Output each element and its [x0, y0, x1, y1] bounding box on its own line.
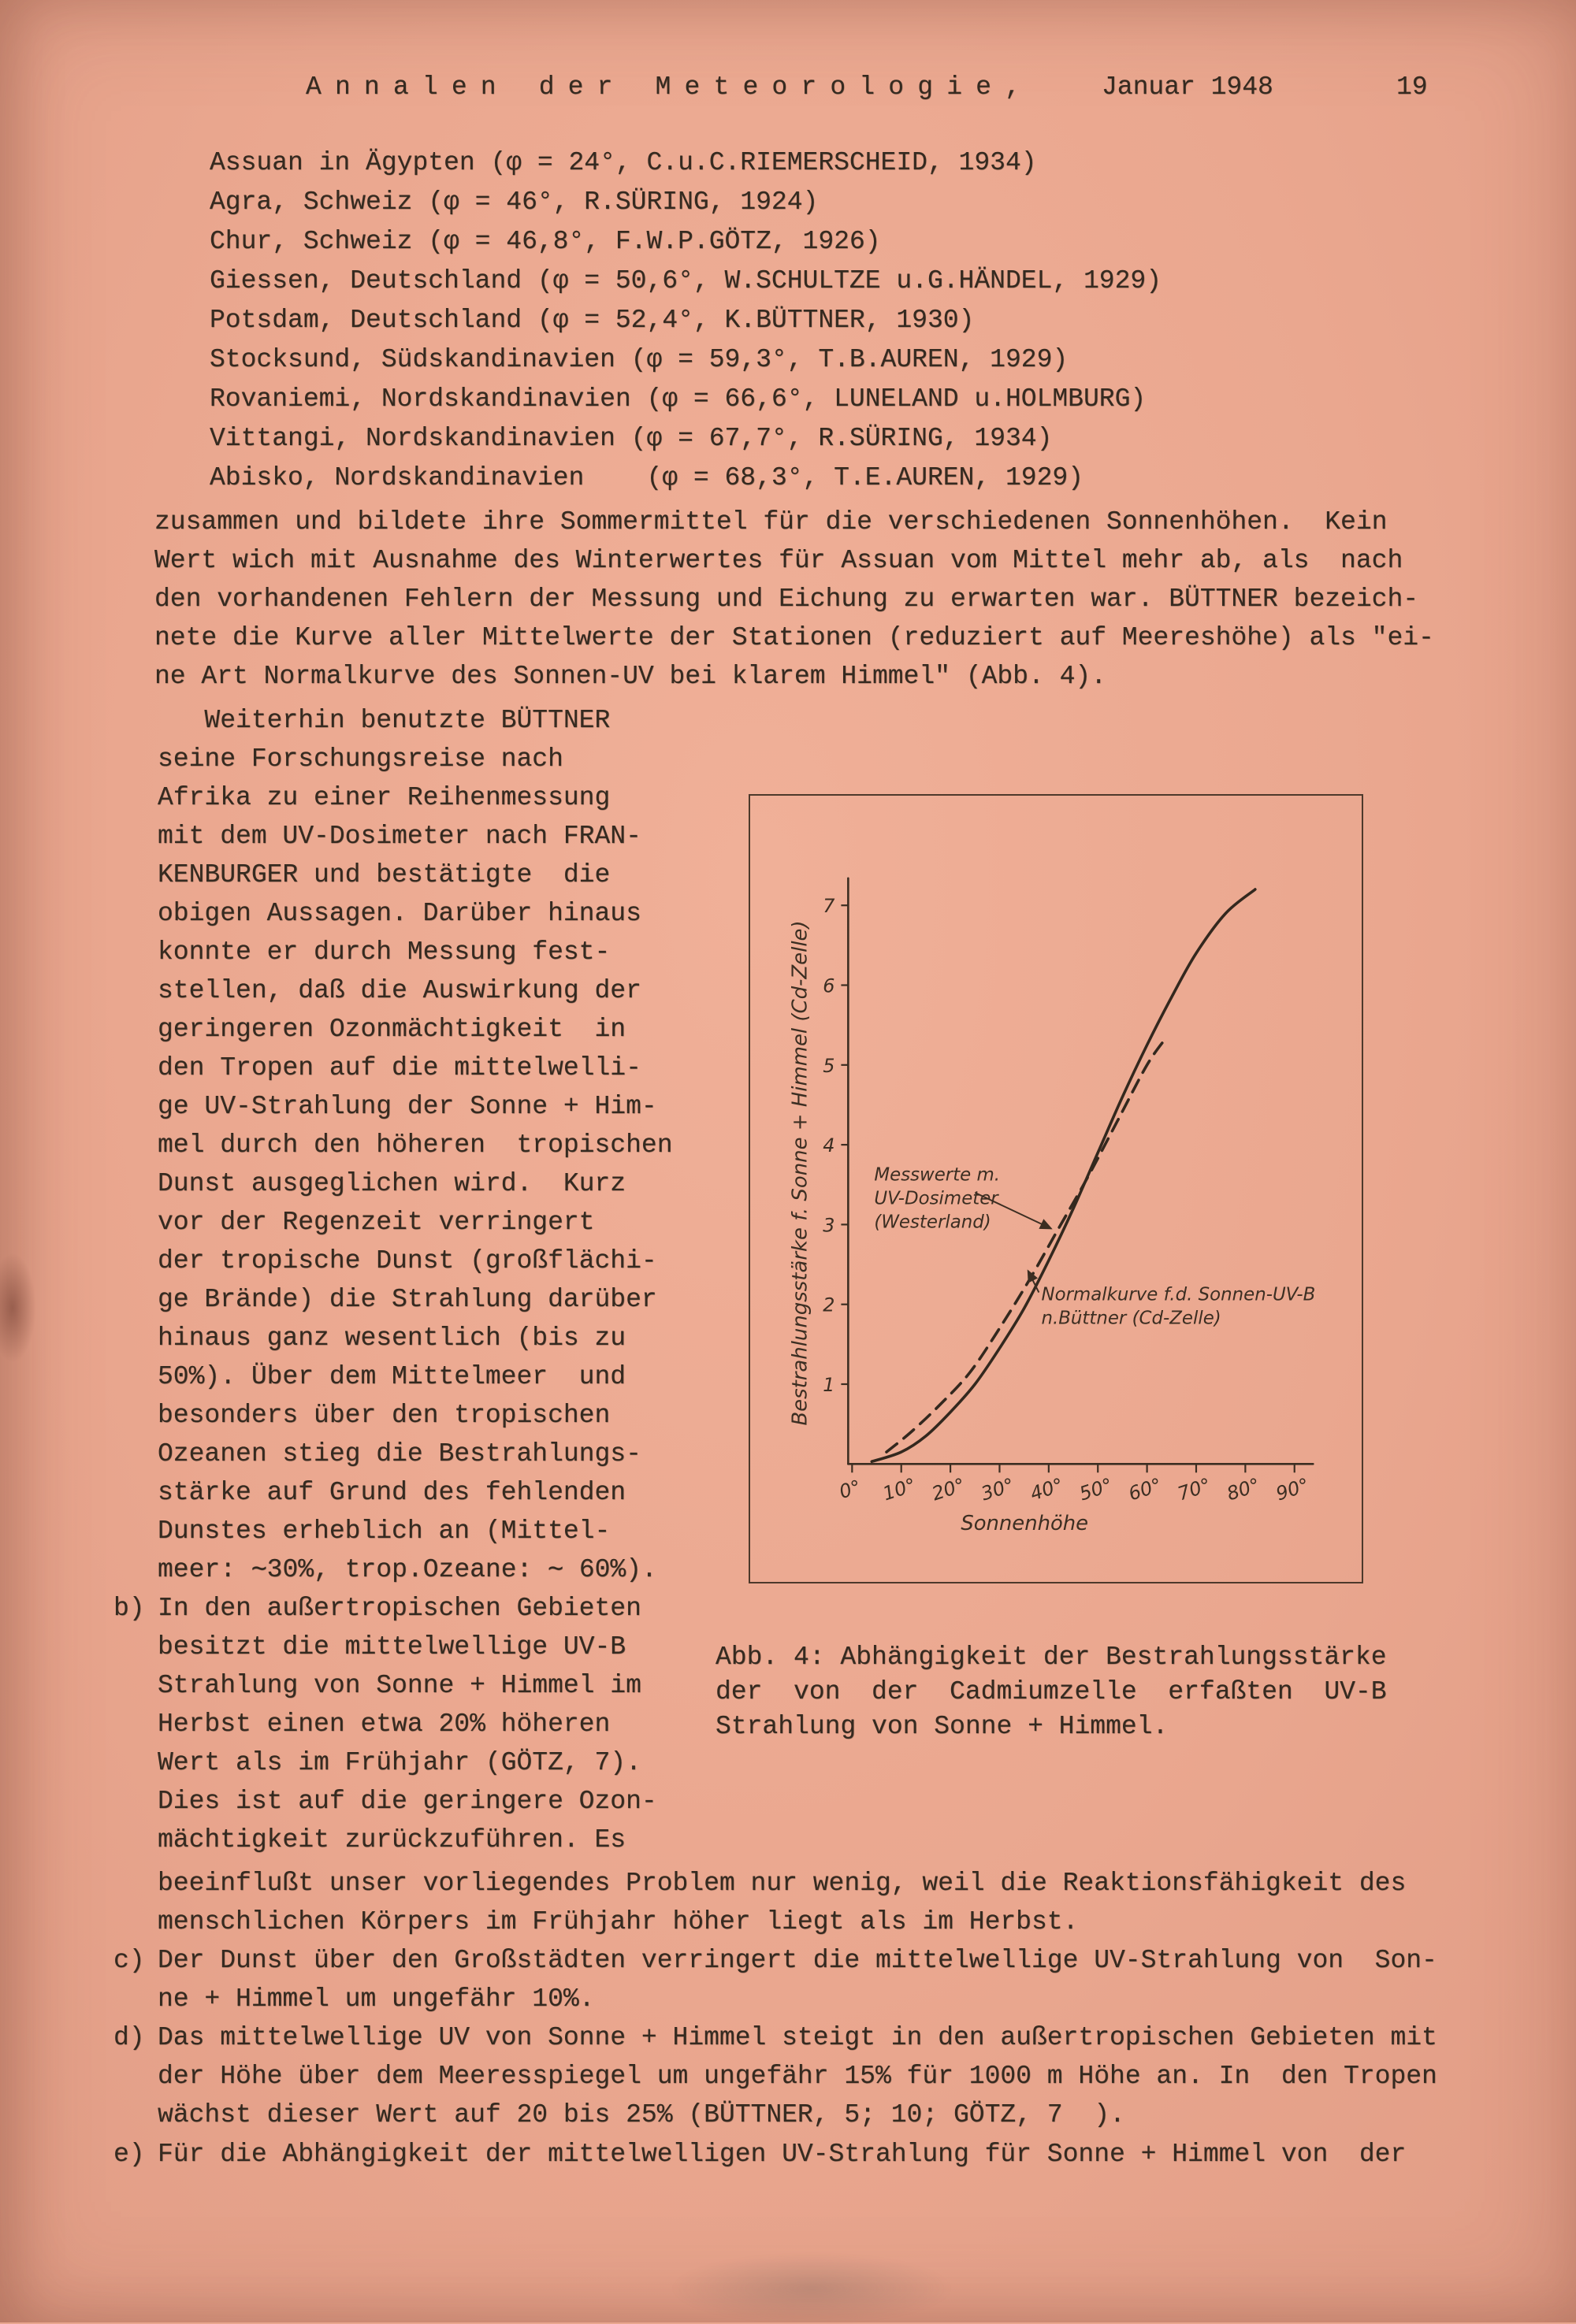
- text-line: 50%). Über dem Mittelmeer und: [158, 1362, 626, 1391]
- item-d: [113, 2018, 1437, 2134]
- figure: [749, 794, 1363, 1583]
- text-line: mel durch den höheren tropischen: [158, 1130, 673, 1160]
- item-b-lines: [158, 1589, 693, 1859]
- item-d-label: d): [113, 2023, 145, 2052]
- text-line: Abisko, Nordskandinavien (φ = 68,3°, T.E.AUREN, 1929): [210, 463, 1084, 492]
- text-line: Potsdam, Deutschland (φ = 52,4°, K.BÜTTNER, 1930): [210, 306, 975, 335]
- text-line: Für die Abhängigkeit der mittelwelligen UV-Strahlung für Sonne + Himmel von der: [158, 2140, 1407, 2169]
- figure-box: [749, 794, 1363, 1583]
- text-line: Abb. 4: Abhängigkeit der Bestrahlungsstärke: [716, 1643, 1387, 1672]
- page-smudge: [670, 2253, 953, 2324]
- item-d-lines: [158, 2018, 1437, 2134]
- item-c-lines: [158, 1941, 1437, 2018]
- y-tick-label: 2: [823, 1294, 835, 1316]
- left-column: [113, 701, 693, 1859]
- text-line: mit dem UV-Dosimeter nach FRAN-: [158, 822, 641, 851]
- figure-chart: [750, 796, 1362, 1582]
- text-line: konnte er durch Messung fest-: [158, 937, 611, 967]
- page-stain: [0, 1253, 36, 1363]
- text-line: geringeren Ozonmächtigkeit in: [158, 1015, 626, 1044]
- text-line: ne Art Normalkurve des Sonnen-UV bei klarem Himmel" (Abb. 4).: [154, 662, 1106, 691]
- text-line: stärke auf Grund des fehlenden: [158, 1478, 626, 1507]
- y-axis-label: Bestrahlungsstärke f. Sonne + Himmel (Cd-Zelle): [788, 920, 812, 1426]
- text-line: Rovaniemi, Nordskandinavien (φ = 66,6°, LUNELAND u.HOLMBURG): [210, 384, 1147, 414]
- messwerte-curve: [886, 1037, 1167, 1452]
- issue-date: Januar 1948: [1102, 72, 1273, 102]
- item-b-label: b): [113, 1594, 145, 1623]
- item-c: [113, 1941, 1437, 2018]
- text-line: KENBURGER und bestätigte die: [158, 860, 611, 889]
- annotation-text: (Westerland): [874, 1212, 991, 1233]
- text-line: wächst dieser Wert auf 20 bis 25% (BÜTTNER, 5; 10; GÖTZ, 7 ).: [158, 2100, 1125, 2129]
- x-tick-label: 40°: [1027, 1473, 1066, 1505]
- x-tick-label: 10°: [879, 1473, 919, 1505]
- station-list: [210, 143, 1162, 498]
- text-line: zusammen und bildete ihre Sommermittel für die verschiedenen Sonnenhöhen. Kein: [154, 507, 1388, 536]
- text-line: Stocksund, Südskandinavien (φ = 59,3°, T.B.AUREN, 1929): [210, 345, 1069, 374]
- text-line: menschlichen Körpers im Frühjahr höher liegt als im Herbst.: [158, 1907, 1079, 1936]
- text-line: besitzt die mittelwellige UV-B: [158, 1632, 626, 1661]
- text-line: hinaus ganz wesentlich (bis zu: [158, 1323, 626, 1353]
- text-line: ge UV-Strahlung der Sonne + Him-: [158, 1092, 657, 1121]
- text-line: Wert als im Frühjahr (GÖTZ, 7).: [158, 1748, 641, 1777]
- text-line: mächtigkeit zurückzuführen. Es: [158, 1825, 626, 1854]
- text-line: stellen, daß die Auswirkung der: [158, 976, 641, 1005]
- text-line: besonders über den tropischen: [158, 1401, 611, 1430]
- text-line: obigen Aussagen. Darüber hinaus: [158, 899, 641, 928]
- x-tick-label: 20°: [929, 1473, 968, 1505]
- annotation-text: n.Büttner (Cd-Zelle): [1041, 1308, 1221, 1329]
- y-tick-label: 4: [823, 1134, 835, 1157]
- item-b-continuation: [158, 1864, 1406, 1941]
- text-line: Giessen, Deutschland (φ = 50,6°, W.SCHULTZE u.G.HÄNDEL, 1929): [210, 266, 1162, 295]
- x-tick-label: 50°: [1076, 1473, 1116, 1505]
- text-line: beeinflußt unser vorliegendes Problem nur wenig, weil die Reaktionsfähigkeit des: [158, 1869, 1407, 1898]
- text-line: den vorhandenen Fehlern der Messung und Eichung zu erwarten war. BÜTTNER bezeich-: [154, 585, 1419, 614]
- y-tick-label: 6: [823, 975, 835, 997]
- text-line: vor der Regenzeit verringert: [158, 1208, 595, 1237]
- page-header: [0, 72, 1576, 113]
- text-line: ne + Himmel um ungefähr 10%.: [158, 1984, 595, 2014]
- text-line: Wert wich mit Ausnahme des Winterwertes für Assuan vom Mittel mehr ab, als nach: [154, 546, 1403, 575]
- x-tick-label: 0°: [836, 1476, 864, 1504]
- page-number: 19: [1396, 72, 1428, 102]
- annotation-text: Normalkurve f.d. Sonnen-UV-B: [1041, 1284, 1316, 1305]
- text-line: Agra, Schweiz (φ = 46°, R.SÜRING, 1924): [210, 187, 819, 217]
- intro-paragraph: [154, 503, 1434, 696]
- annotation-text: UV-Dosimeter: [874, 1188, 998, 1209]
- item-c-label: c): [113, 1946, 145, 1975]
- text-line: meer: ∼30%, trop.Ozeane: ∼ 60%).: [158, 1555, 657, 1584]
- item-b: [113, 1589, 693, 1859]
- y-tick-label: 7: [823, 895, 835, 918]
- y-tick-label: 5: [823, 1054, 835, 1077]
- text-line: Vittangi, Nordskandinavien (φ = 67,7°, R.SÜRING, 1934): [210, 424, 1053, 453]
- text-line: den Tropen auf die mittelwelli-: [158, 1053, 641, 1082]
- x-tick-label: 90°: [1273, 1473, 1312, 1505]
- figure-caption: [716, 1640, 1387, 1744]
- annotation-text: Messwerte m.: [874, 1164, 1001, 1186]
- text-line: In den außertropischen Gebieten: [158, 1594, 641, 1623]
- x-tick-label: 70°: [1175, 1473, 1214, 1505]
- y-tick-label: 3: [823, 1214, 835, 1237]
- text-line: Ozeanen stieg die Bestrahlungs-: [158, 1439, 641, 1468]
- text-line: Afrika zu einer Reihenmessung: [158, 783, 611, 812]
- text-line: Weiterhin benutzte BÜTTNER: [158, 706, 611, 735]
- text-line: Das mittelwellige UV von Sonne + Himmel steigt in den außertropischen Gebieten mit: [158, 2023, 1437, 2052]
- y-tick-label: 1: [823, 1373, 835, 1396]
- text-line: Dunst ausgeglichen wird. Kurz: [158, 1169, 626, 1198]
- text-line: Chur, Schweiz (φ = 46,8°, F.W.P.GÖTZ, 1926): [210, 227, 881, 256]
- text-line: Der Dunst über den Großstädten verringert die mittelwellige UV-Strahlung von Son-: [158, 1946, 1437, 1975]
- text-line: Assuan in Ägypten (φ = 24°, C.u.C.RIEMERSCHEID, 1934): [210, 148, 1037, 177]
- x-tick-label: 30°: [978, 1473, 1017, 1505]
- text-line: Strahlung von Sonne + Himmel.: [716, 1712, 1169, 1741]
- item-e-label: e): [113, 2140, 145, 2169]
- text-line: ge Brände) die Strahlung darüber: [158, 1285, 657, 1314]
- text-line: der tropische Dunst (großflächi-: [158, 1246, 657, 1275]
- item-e: [113, 2135, 1407, 2174]
- text-line: Strahlung von Sonne + Himmel im: [158, 1671, 641, 1700]
- text-line: Dies ist auf die geringere Ozon-: [158, 1787, 657, 1816]
- left-column-paragraph: [158, 701, 693, 1589]
- item-e-lines: [158, 2135, 1406, 2174]
- x-tick-label: 80°: [1224, 1473, 1263, 1505]
- text-line: seine Forschungsreise nach: [158, 744, 563, 774]
- text-line: Herbst einen etwa 20% höheren: [158, 1710, 611, 1739]
- text-line: nete die Kurve aller Mittelwerte der Stationen (reduziert auf Meereshöhe) als "ei-: [154, 623, 1434, 652]
- text-line: Dunstes erheblich an (Mittel-: [158, 1517, 611, 1546]
- x-axis-label: Sonnenhöhe: [961, 1512, 1089, 1536]
- text-line: der Höhe über dem Meeresspiegel um ungefähr 15% für 1000 m Höhe an. In den Tropen: [158, 2062, 1437, 2091]
- x-tick-label: 60°: [1125, 1473, 1165, 1505]
- text-line: der von der Cadmiumzelle erfaßten UV-B: [716, 1677, 1387, 1706]
- journal-title: Annalen der Meteorologie,: [306, 72, 1035, 102]
